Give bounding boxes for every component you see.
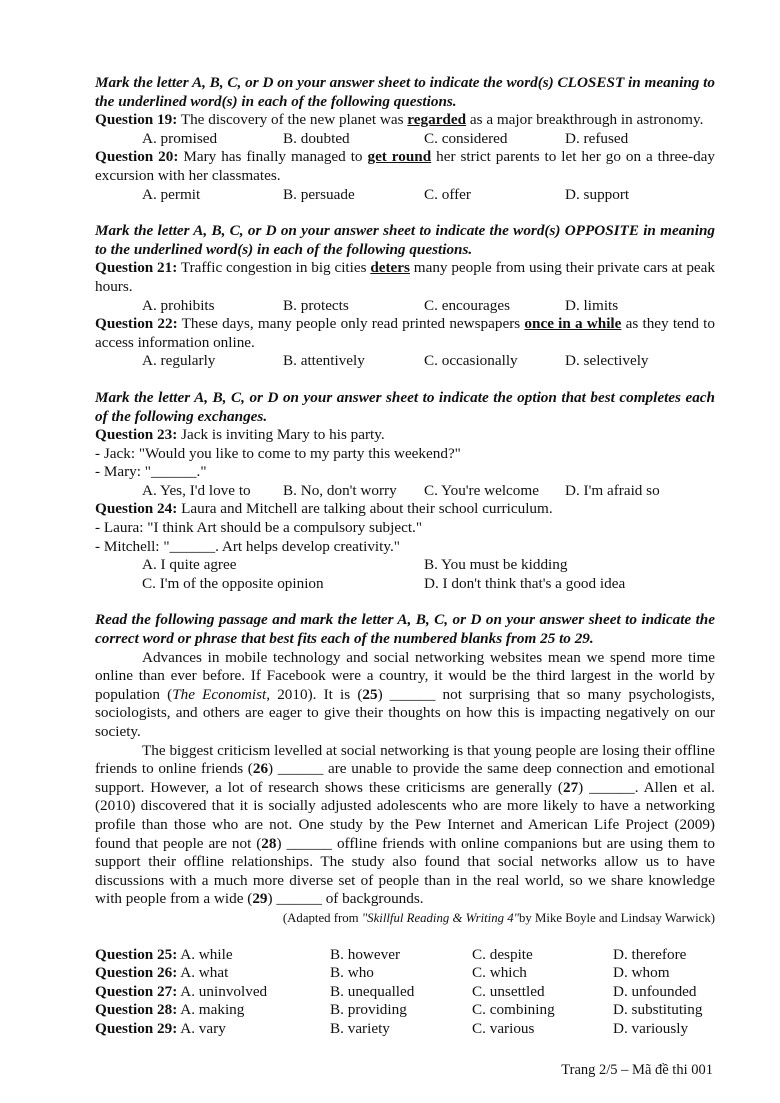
option-b: B. who bbox=[330, 964, 374, 982]
options-21 bbox=[95, 297, 715, 316]
option-b: B. protects bbox=[283, 296, 349, 314]
underlined-word: once in a while bbox=[524, 315, 622, 333]
question-22: Question 22: These days, many people only read printed newspapers once in a while as they tend to access information online. bbox=[95, 315, 716, 351]
exam-page bbox=[95, 74, 715, 1039]
page-footer: Trang 2/5 – Mã đề thi 001 bbox=[561, 1062, 713, 1078]
options-24-row2 bbox=[95, 575, 715, 594]
question-label: Question 19: bbox=[95, 111, 178, 129]
option-b: B. No, don't worry bbox=[283, 481, 397, 499]
option-a: A. prohibits bbox=[142, 296, 215, 314]
option-c: C. combining bbox=[472, 1001, 555, 1019]
underlined-word: get round bbox=[367, 148, 432, 166]
blank-number: 27 bbox=[562, 778, 579, 796]
blank-number: 28 bbox=[261, 834, 277, 852]
option-b: B. persuade bbox=[283, 185, 355, 203]
options-20 bbox=[95, 186, 715, 205]
options-22 bbox=[95, 352, 715, 371]
option-d: D. therefore bbox=[613, 945, 687, 963]
question-label: Question 23: bbox=[95, 426, 178, 444]
question-label: Question 29: bbox=[95, 1019, 178, 1037]
question-20: Question 20: Mary has finally managed to get round her strict parents to let her go on a three-day excursion with her classmates. bbox=[95, 148, 716, 184]
answer-row-29 bbox=[95, 1020, 715, 1039]
option-c: C. encourages bbox=[424, 296, 511, 314]
underlined-word: regarded bbox=[407, 111, 467, 129]
option-d: D. substituting bbox=[613, 1001, 703, 1019]
instruction-closest: Mark the letter A, B, C, or D on your answer sheet to indicate the word(s) CLOSEST in meaning to the underlined word(s) in each of the following questions. bbox=[95, 74, 715, 110]
option-a: A. regularly bbox=[142, 352, 216, 370]
question-label: Question 25: bbox=[95, 945, 178, 963]
options-23 bbox=[95, 482, 715, 501]
option-d: D. support bbox=[565, 185, 630, 203]
question-19: Question 19: The discovery of the new planet was regarded as a major breakthrough in astronomy. bbox=[95, 111, 704, 129]
option-d: D. selectively bbox=[565, 352, 649, 370]
citation-source: The Economist bbox=[172, 685, 267, 703]
answer-row-28 bbox=[95, 1001, 715, 1020]
question-label: Question 28: bbox=[95, 1001, 178, 1019]
question-23: Question 23: Jack is inviting Mary to his party. bbox=[95, 426, 385, 444]
passage-paragraph-1: Advances in mobile technology and social networking websites mean we spend more time online than ever before. If Facebook were a country, it would be the third largest in the world by population (The Economist, 2010). It is (25) ______ not surprising that so many psychologists, sociologists, and others are eager to give their thoughts on how this is impacting negatively on our society. bbox=[95, 648, 715, 740]
blank-number: 25 bbox=[362, 685, 378, 703]
option-c: C. You're welcome bbox=[424, 481, 539, 499]
instruction-exchanges: Mark the letter A, B, C, or D on your answer sheet to indicate the option that best completes each of the following exchanges. bbox=[95, 388, 715, 425]
option-d: D. whom bbox=[613, 964, 670, 982]
option-c: C. occasionally bbox=[424, 352, 518, 370]
question-label: Question 26: bbox=[95, 964, 178, 982]
option-c: C. offer bbox=[424, 185, 471, 203]
option-b: B. however bbox=[330, 945, 401, 963]
question-label: Question 22: bbox=[95, 315, 178, 333]
option-d: D. unfounded bbox=[613, 982, 697, 1000]
option-b: B. variety bbox=[330, 1019, 390, 1037]
answer-row-26 bbox=[95, 964, 715, 983]
instruction-opposite: Mark the letter A, B, C, or D on your answer sheet to indicate the word(s) OPPOSITE in meaning to the underlined word(s) in each of the following questions. bbox=[95, 222, 715, 258]
dialogue-line: - Mitchell: "______. Art helps develop creativity." bbox=[95, 537, 400, 555]
dialogue-line: - Mary: "______." bbox=[95, 463, 207, 481]
option-a: A. Yes, I'd love to bbox=[142, 481, 251, 499]
option-a: A. I quite agree bbox=[142, 556, 237, 574]
question-label: Question 21: bbox=[95, 259, 178, 277]
blank-number: 29 bbox=[252, 890, 268, 908]
option-c: C. various bbox=[472, 1019, 535, 1037]
option-a: A. what bbox=[180, 964, 229, 982]
option-a: A. making bbox=[180, 1001, 245, 1019]
option-a: A. permit bbox=[142, 185, 201, 203]
question-label: Question 20: bbox=[95, 148, 179, 166]
option-b: B. doubted bbox=[283, 129, 350, 147]
option-a: A. uninvolved bbox=[180, 982, 268, 1000]
dialogue-line: - Jack: "Would you like to come to my party this weekend?" bbox=[95, 444, 461, 462]
option-b: B. attentively bbox=[283, 352, 365, 370]
option-b: B. You must be kidding bbox=[424, 556, 568, 574]
option-d: D. I don't think that's a good idea bbox=[424, 574, 626, 592]
question-label: Question 24: bbox=[95, 500, 178, 518]
option-b: B. unequalled bbox=[330, 982, 415, 1000]
blank-number: 26 bbox=[252, 760, 269, 778]
option-c: C. I'm of the opposite opinion bbox=[142, 574, 324, 592]
question-24: Question 24: Laura and Mitchell are talking about their school curriculum. bbox=[95, 500, 553, 518]
options-24-row1 bbox=[95, 556, 715, 575]
option-a: A. vary bbox=[180, 1019, 226, 1037]
option-c: C. which bbox=[472, 964, 527, 982]
option-a: A. while bbox=[180, 945, 233, 963]
question-21: Question 21: Traffic congestion in big cities deters many people from using their private cars at peak hours. bbox=[95, 259, 715, 295]
dialogue-line: - Laura: "I think Art should be a compulsory subject." bbox=[95, 519, 423, 537]
option-c: C. unsettled bbox=[472, 982, 545, 1000]
underlined-word: deters bbox=[370, 259, 410, 277]
option-d: D. variously bbox=[613, 1019, 689, 1037]
instruction-passage: Read the following passage and mark the letter A, B, C, or D on your answer sheet to indicate the correct word or phrase that best fits each of the numbered blanks from 25 to 29. bbox=[95, 611, 715, 648]
option-a: A. promised bbox=[142, 129, 218, 147]
answer-row-27 bbox=[95, 983, 715, 1002]
option-d: D. refused bbox=[565, 129, 629, 147]
option-d: D. limits bbox=[565, 296, 619, 314]
option-b: B. providing bbox=[330, 1001, 407, 1019]
option-d: D. I'm afraid so bbox=[565, 481, 660, 499]
option-c: C. considered bbox=[424, 129, 508, 147]
passage-source: (Adapted from "Skillful Reading & Writing 4"by Mike Boyle and Lindsay Warwick) bbox=[282, 910, 715, 925]
passage-paragraph-2: The biggest criticism levelled at social networking is that young people are losing their offline friends to online friends (26) ______ are unable to provide the same deep connection and emotional support. However, a lot of research shows these criticisms are generally (27) ______. Allen et al. (2010) discovered that it is socially adjusted adolescents who are more likely to have a networking profile than those who are not. One study by the Pew Internet and American Life Project (2009) found that people are not (28) ______ offline friends with online companions but are using them to support their offline relationships. The study also found that social networks allow us to have discussions with a much more diverse set of people than in the real world, so we share knowledge with people from a wide (29) ______ of backgrounds. bbox=[95, 741, 715, 908]
options-19 bbox=[95, 130, 715, 149]
answer-row-25 bbox=[95, 946, 715, 965]
option-c: C. despite bbox=[472, 945, 533, 963]
question-label: Question 27: bbox=[95, 982, 178, 1000]
